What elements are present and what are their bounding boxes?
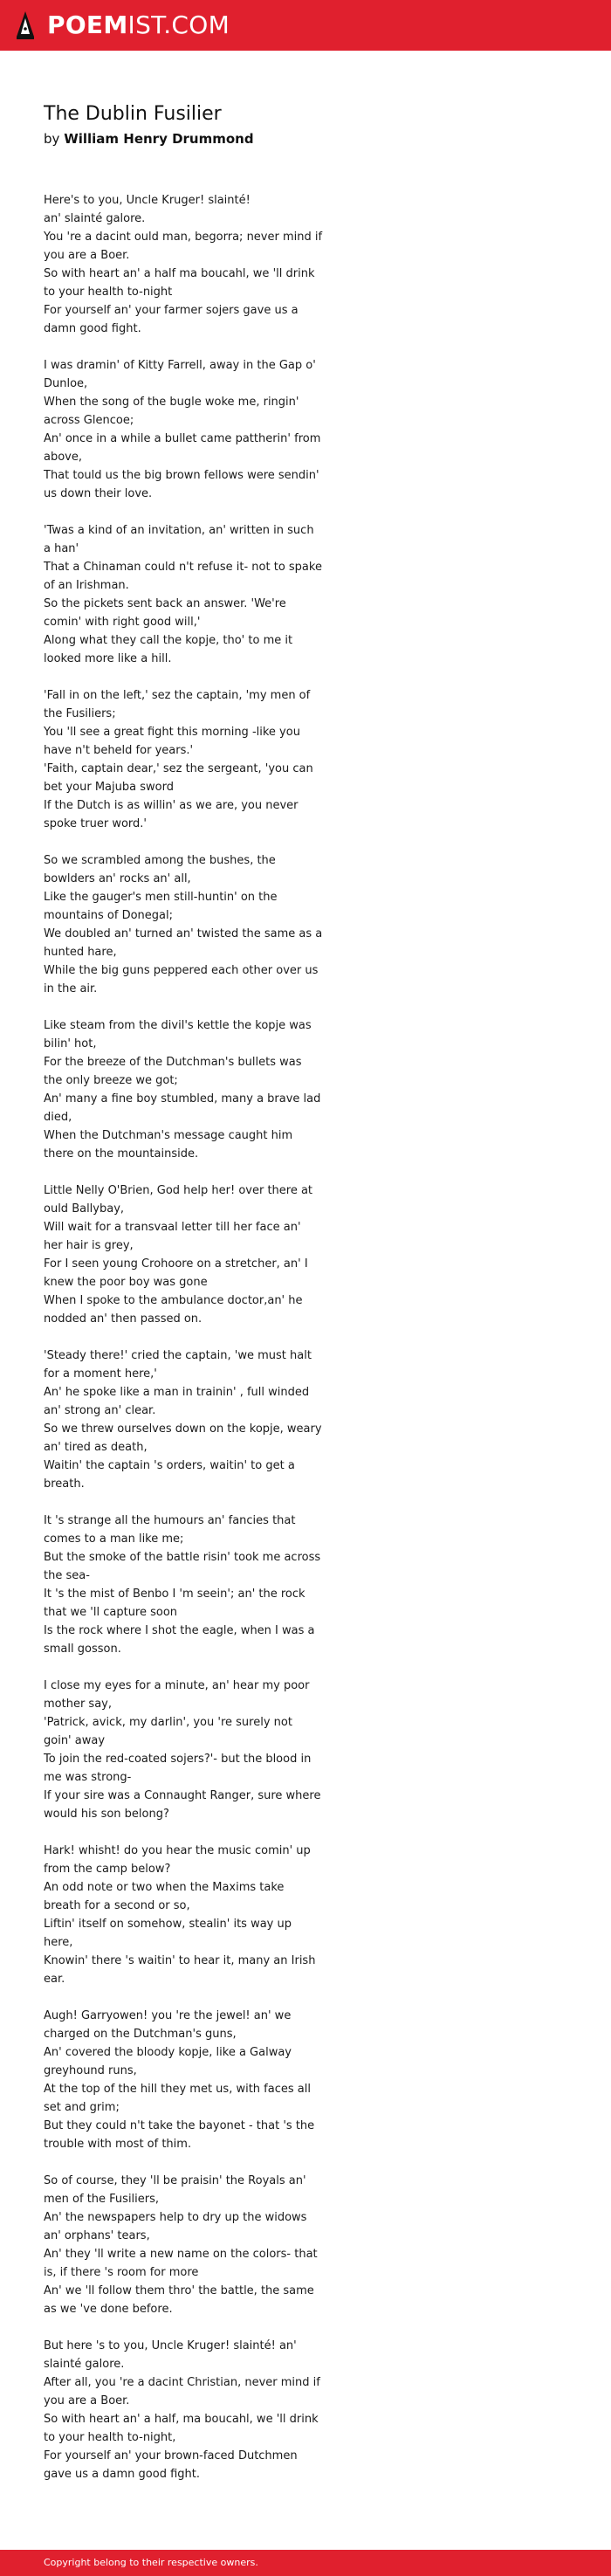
poem-stanza xyxy=(44,2337,323,2483)
poem-line: For yourself an' your brown-faced Dutchmen gave us a damn good fight. xyxy=(44,2449,298,2481)
poem-line: For the breeze of the Dutchman's bullets was the only breeze we got; xyxy=(44,1056,302,1087)
poem-line: It 's the mist of Benbo I 'm seein'; an' the rock that we 'll capture soon xyxy=(44,1588,306,1619)
poem-line: When I spoke to the ambulance doctor,an' he nodded an' then passed on. xyxy=(44,1294,303,1326)
poem-line: Waitin' the captain 's orders, waitin' to get a breath. xyxy=(44,1459,295,1491)
poem-stanza xyxy=(44,521,323,668)
poem-line: That a Chinaman could n't refuse it- not to spake of an Irishman. xyxy=(44,561,322,592)
poem-line: So we scrambled among the bushes, the bowlders an' rocks an' all, xyxy=(44,854,276,885)
poem-line: When the Dutchman's message caught him there on the mountainside. xyxy=(44,1129,293,1161)
poem-line: 'Fall in on the left,' sez the captain, 'my men of the Fusiliers; xyxy=(44,689,311,720)
poem-line: So the pickets sent back an answer. 'We're comin' with right good will,' xyxy=(44,597,286,629)
poem-line: Will wait for a transvaal letter till her face an' her hair is grey, xyxy=(44,1221,301,1252)
poem-body xyxy=(44,191,323,2502)
site-footer xyxy=(0,2550,611,2576)
poem-line: I close my eyes for a minute, an' hear my poor mother say, xyxy=(44,1679,310,1711)
poem-line: If your sire was a Connaught Ranger, sure where would his son belong? xyxy=(44,1789,321,1821)
poem-line: Like the gauger's men still-huntin' on the mountains of Donegal; xyxy=(44,891,278,922)
byline-prefix: by xyxy=(44,131,60,147)
poem-line: But the smoke of the battle risin' took me across the sea- xyxy=(44,1551,321,1582)
poem-line: If the Dutch is as willin' as we are, you never spoke truer word.' xyxy=(44,799,299,830)
poem-line: an' slainté galore. xyxy=(44,212,146,225)
poem-line: So with heart an' a half, ma boucahl, we 'll drink to your health to-night, xyxy=(44,2413,319,2444)
poem-line: So with heart an' a half ma boucahl, we 'll drink to your health to-night xyxy=(44,267,315,299)
poem-line: It 's strange all the humours an' fancies that comes to a man like me; xyxy=(44,1514,296,1546)
pen-nib-icon xyxy=(14,10,37,40)
poem-line: 'Twas a kind of an invitation, an' written in such a han' xyxy=(44,524,314,555)
poem-stanza xyxy=(44,2172,323,2318)
poem-line: That tould us the big brown fellows were sendin' us down their love. xyxy=(44,469,319,500)
poem-line: You 're a dacint ould man, begorra; never mind if you are a Boer. xyxy=(44,231,323,262)
poem-stanza xyxy=(44,1016,323,1163)
poem-stanza xyxy=(44,1677,323,1823)
poem-line: Hark! whisht! do you hear the music comin' up from the camp below? xyxy=(44,1844,311,1876)
poem-line: But here 's to you, Uncle Kruger! slainté! an' slainté galore. xyxy=(44,2339,297,2371)
poem-author-link[interactable]: William Henry Drummond xyxy=(64,131,254,147)
poem-line: An' covered the bloody kopje, like a Galway greyhound runs, xyxy=(44,2046,292,2077)
poem-line: 'Patrick, avick, my darlin', you 're surely not goin' away xyxy=(44,1716,292,1747)
poem-stanza xyxy=(44,2007,323,2153)
poem-line: For I seen young Crohoore on a stretcher, an' I knew the poor boy was gone xyxy=(44,1257,308,1289)
poem-line: For yourself an' your farmer sojers gave us a damn good fight. xyxy=(44,304,299,335)
poem-stanza xyxy=(44,851,323,998)
poem-line: 'Faith, captain dear,' sez the sergeant, 'you can bet your Majuba sword xyxy=(44,762,313,794)
logo-light-text: IST.COM xyxy=(127,10,230,39)
poem-line: An' the newspapers help to dry up the widows an' orphans' tears, xyxy=(44,2211,307,2242)
poem-line: To join the red-coated sojers?'- but the blood in me was strong- xyxy=(44,1753,312,1784)
poem-line: An' he spoke like a man in trainin' , full winded an' strong an' clear. xyxy=(44,1386,310,1417)
site-logo[interactable] xyxy=(14,10,230,40)
poem-line: Augh! Garryowen! you 're the jewel! an' we charged on the Dutchman's guns, xyxy=(44,2009,292,2041)
poem-line: Here's to you, Uncle Kruger! slainté! xyxy=(44,194,251,207)
poem-line: An odd note or two when the Maxims take breath for a second or so, xyxy=(44,1881,285,1912)
poem-line: An' once in a while a bullet came pattherin' from above, xyxy=(44,432,321,464)
poem-line: So we threw ourselves down on the kopje, weary an' tired as death, xyxy=(44,1422,322,1454)
poem-line: After all, you 're a dacint Christian, never mind if you are a Boer. xyxy=(44,2376,320,2407)
poem-line: You 'll see a great fight this morning -like you have n't beheld for years.' xyxy=(44,726,300,757)
poem-line: We doubled an' turned an' twisted the same as a hunted hare, xyxy=(44,927,323,959)
poem-stanza xyxy=(44,1347,323,1493)
poem-stanza xyxy=(44,1181,323,1328)
poem-stanza xyxy=(44,1842,323,1988)
poem-stanza xyxy=(44,1512,323,1658)
poem-line: Is the rock where I shot the eagle, when I was a small gosson. xyxy=(44,1624,315,1656)
footer-copyright: Copyright belong to their respective owners. xyxy=(44,2557,258,2568)
poem-line: Along what they call the kopje, tho' to me it looked more like a hill. xyxy=(44,634,293,665)
poem-stanza xyxy=(44,356,323,503)
poem-line: But they could n't take the bayonet - that 's the trouble with most of thim. xyxy=(44,2119,315,2151)
poem-line: Little Nelly O'Brien, God help her! over there at ould Ballybay, xyxy=(44,1184,313,1216)
poem-line: So of course, they 'll be praisin' the Royals an' men of the Fusiliers, xyxy=(44,2174,306,2206)
poem-line: Liftin' itself on somehow, stealin' its way up here, xyxy=(44,1918,292,1949)
poem-stanza xyxy=(44,686,323,833)
poem-line: Knowin' there 's waitin' to hear it, many an Irish ear. xyxy=(44,1954,316,1986)
poem-line: An' we 'll follow them thro' the battle, the same as we 've done before. xyxy=(44,2284,314,2316)
poem-line: An' many a fine boy stumbled, many a brave lad died, xyxy=(44,1092,321,1124)
poem-line: An' they 'll write a new name on the colors- that is, if there 's room for more xyxy=(44,2248,318,2279)
poem-title: The Dublin Fusilier xyxy=(44,103,222,125)
poem-line: While the big guns peppered each other over us in the air. xyxy=(44,964,319,995)
poem-stanza xyxy=(44,191,323,338)
logo-bold-text: POEM xyxy=(47,10,128,39)
poem-line: At the top of the hill they met us, with faces all set and grim; xyxy=(44,2083,311,2114)
poem-line: Like steam from the divil's kettle the kopje was bilin' hot, xyxy=(44,1019,312,1050)
poem-line: I was dramin' of Kitty Farrell, away in the Gap o' Dunloe, xyxy=(44,359,316,390)
site-logo-text xyxy=(47,10,230,40)
site-header xyxy=(0,0,611,51)
poem-line: When the song of the bugle woke me, ringin' across Glencoe; xyxy=(44,396,299,427)
poem-line: 'Steady there!' cried the captain, 'we must halt for a moment here,' xyxy=(44,1349,312,1381)
poem-byline xyxy=(44,131,254,147)
